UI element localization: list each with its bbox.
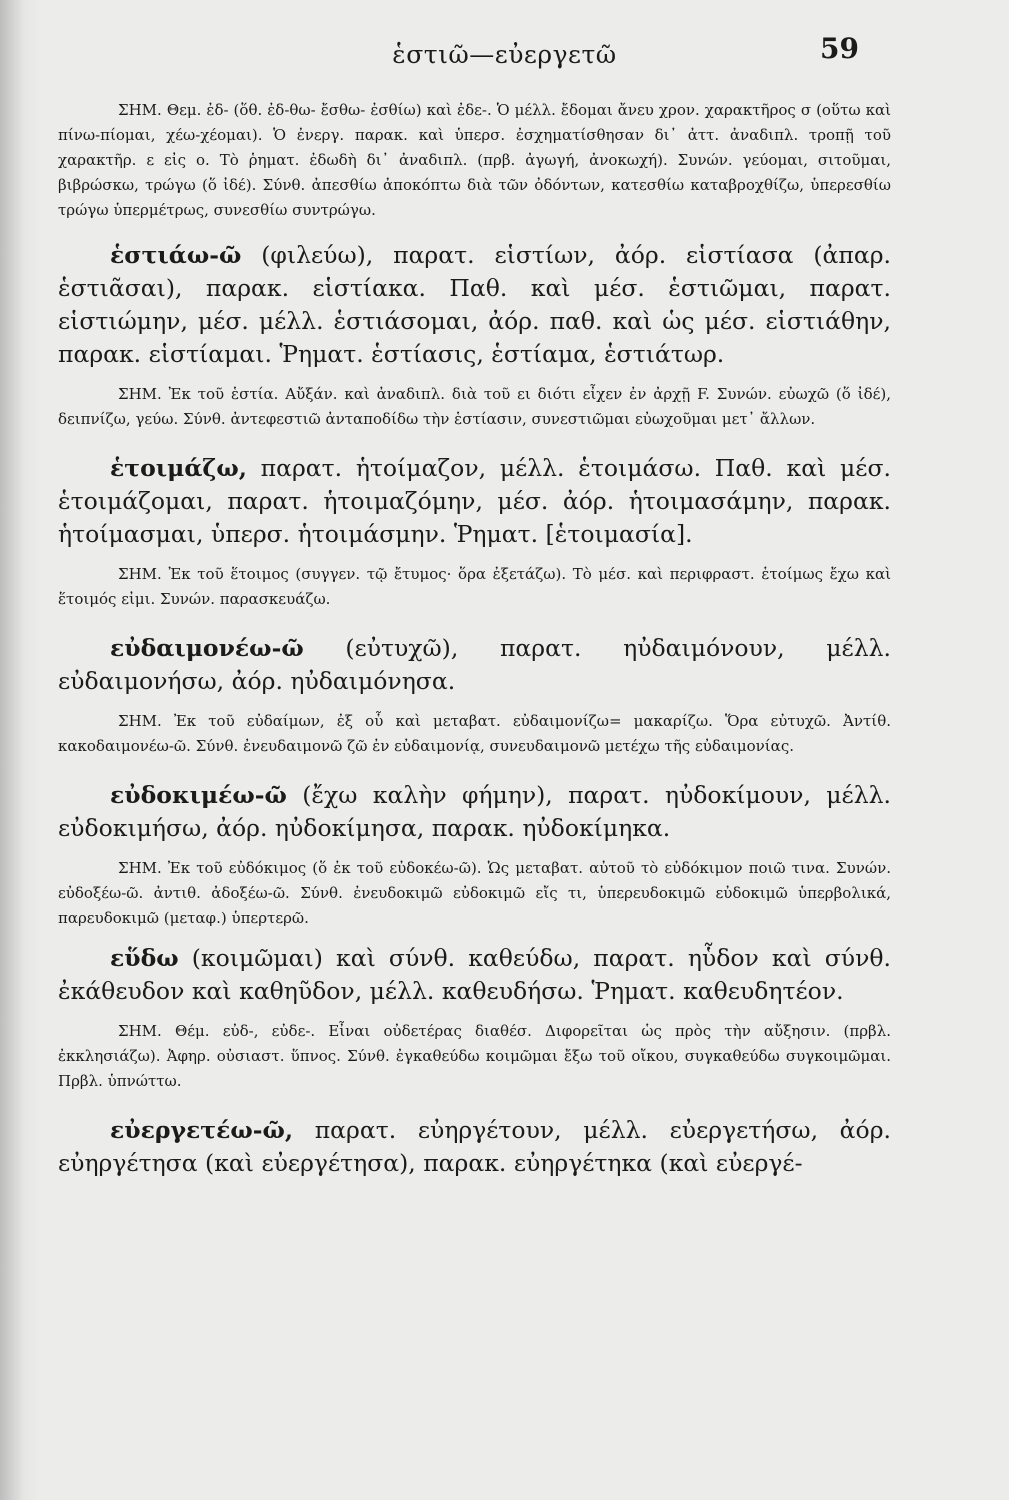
entry-body: (κοιμῶμαι) καὶ σύνθ. καθεύδω, παρατ. ηὗδον καὶ σύνθ. ἐκάθευδον καὶ καθηῦδον, μέλλ. καθευδήσω. Ῥηματ. καθευδητέον. [58,944,891,1005]
entry-body: παρατ. εὐηργέτουν, μέλλ. εὐεργετήσω, ἀόρ. εὐηργέτησα (καὶ εὐεργέτησα), παρακ. εὐηργέτηκα (καὶ εὐεργέ- [58,1116,891,1177]
headword: εὐεργετέω-ῶ, [110,1116,294,1144]
entry-body: (φιλεύω), παρατ. εἱστίων, ἀόρ. εἱστίασα (ἀπαρ. ἑστιᾶσαι), παρακ. εἱστίακα. Παθ. καὶ μέσ. ἑστιῶμαι, παρατ. εἱστιώμην, μέσ. μέλλ. ἑστιάσομαι, ἀόρ. παθ. καὶ ὡς μέσ. εἱστιάθην, παρακ. εἱστίαμαι. Ῥηματ. ἑστίασις, ἑστίαμα, ἑστιάτωρ. [58,241,891,368]
note-esthio [58,98,891,223]
note-eudo [58,1019,891,1094]
note-text: ΣΗΜ. Ἐκ τοῦ ἑστία. Αὔξάν. καὶ ἀναδιπλ. διὰ τοῦ ει διότι εἶχεν ἐν ἀρχῇ F. Συνών. εὐωχῶ (ὅ ἰδέ), δειπνίζω, γεύω. Σύνθ. ἀντεφεστιῶ ἀνταποδίδω τὴν ἑστίασιν, συνεστιῶμαι εὐωχοῦμαι μετ᾽ ἄλλων. [58,385,891,428]
entry-hestiao [58,239,891,371]
page-body [58,98,891,1180]
entry-eudaimoneo [58,632,891,698]
entry-body: (ἔχω καλὴν φήμην), παρατ. ηὐδοκίμουν, μέλλ. εὐδοκιμήσω, ἀόρ. ηὐδοκίμησα, παρακ. ηὐδοκίμηκα. [58,781,891,842]
entry-eudo [58,942,891,1008]
headword: εὐδοκιμέω-ῶ [110,781,287,809]
entry-euergeteo [58,1114,891,1180]
note-text: ΣΗΜ. Ἐκ τοῦ ἕτοιμος (συγγεν. τῷ ἔτυμος· ὅρα ἐξετάζω). Τὸ μέσ. καὶ περιφραστ. ἑτοίμως ἔχω καὶ ἕτοιμός εἰμι. Συνών. παρασκευάζω. [58,565,891,608]
headword: ἑστιάω-ῶ [110,241,242,269]
page-number: 59 [820,32,859,65]
headword: ἑτοιμάζω, [110,454,247,482]
entry-body: (εὐτυχῶ), παρατ. ηὐδαιμόνουν, μέλλ. εὐδαιμονήσω, ἀόρ. ηὐδαιμόνησα. [58,634,891,695]
note-hestiao [58,382,891,432]
running-head: ἑστιῶ—εὐεργετῶ [392,40,617,69]
note-text: ΣΗΜ. Θεμ. ἐδ- (ὅθ. ἐδ-θω- ἔσθω- ἐσθίω) καὶ ἐδε-. Ὁ μέλλ. ἔδομαι ἄνευ χρον. χαρακτῆρος σ (οὕτω καὶ πίνω-πίομαι, χέω-χέομαι). Ὁ ἐνεργ. παρακ. καὶ ὑπερσ. ἐσχηματίσθησαν δι᾽ ἀττ. ἀναδιπλ. τροπῇ τοῦ χαρακτῆρ. ε εἰς ο. Τὸ ῥηματ. ἐδωδὴ δι᾽ ἀναδιπλ. (πρβ. ἀγωγή, ἀνοκωχή). Συνών. γεύομαι, σιτοῦμαι, βιβρώσκω, τρώγω (ὅ ἰδέ). Σύνθ. ἀπεσθίω ἀποκόπτω διὰ τῶν ὀδόντων, κατεσθίω καταβροχθίζω, ὑπερεσθίω τρώγω ὑπερμέτρως, συνεσθίω συντρώγω. [58,101,891,219]
note-text: ΣΗΜ. Ἐκ τοῦ εὐδαίμων, ἐξ οὗ καὶ μεταβατ. εὐδαιμονίζω= μακαρίζω. Ὅρα εὐτυχῶ. Ἀντίθ. κακοδαιμονέω-ῶ. Σύνθ. ἐνευδαιμονῶ ζῶ ἐν εὐδαιμονίᾳ, συνευδαιμονῶ μετέχω τῆς εὐδαιμονίας. [58,712,891,755]
note-hetoimazo [58,562,891,612]
headword: εὕδω [110,944,179,972]
note-text: ΣΗΜ. Ἐκ τοῦ εὐδόκιμος (ὅ ἐκ τοῦ εὐδοκέω-ῶ). Ὡς μεταβατ. αὐτοῦ τὸ εὐδόκιμον ποιῶ τινα. Συνών. εὐδοξέω-ῶ. ἀντιθ. ἀδοξέω-ῶ. Σύνθ. ἐνευδοκιμῶ εὐδοκιμῶ εἴς τι, ὑπερευδοκιμῶ εὐδοκιμῶ ὑπερβολικά, παρευδοκιμῶ (μεταφ.) ὑπερτερῶ. [58,859,891,927]
entry-body: παρατ. ἡτοίμαζον, μέλλ. ἑτοιμάσω. Παθ. καὶ μέσ. ἑτοιμάζομαι, παρατ. ἡτοιμαζόμην, μέσ. ἀόρ. ἡτοιμασάμην, παρακ. ἡτοίμασμαι, ὑπερσ. ἡτοιμάσμην. Ῥηματ. [ἑτοιμασία]. [58,454,891,548]
note-eudokimeo [58,856,891,931]
page-gutter-shadow [0,0,40,1500]
note-eudaimoneo [58,709,891,759]
entry-hetoimazo [58,452,891,551]
note-text: ΣΗΜ. Θέμ. εὐδ-, εὐδε-. Εἶναι οὐδετέρας διαθέσ. Διφορεῖται ὡς πρὸς τὴν αὔξησιν. (πρβλ. ἐκκλησιάζω). Ἀφηρ. οὐσιαστ. ὕπνος. Σύνθ. ἐγκαθεύδω κοιμῶμαι ἔξω τοῦ οἴκου, συγκαθεύδω συγκοιμῶμαι. Πρβλ. ὑπνώττω. [58,1022,891,1090]
headword: εὐδαιμονέω-ῶ [110,634,304,662]
entry-eudokimeo [58,779,891,845]
